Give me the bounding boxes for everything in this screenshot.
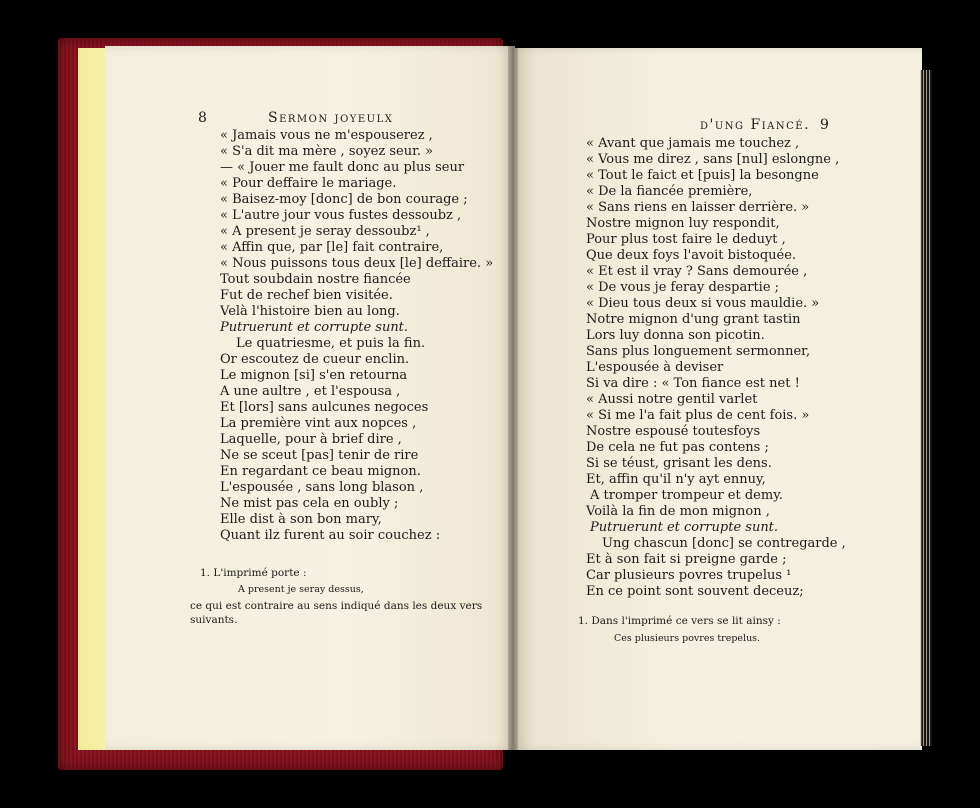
verse-line: Si se téust, grisant les dens. — [586, 456, 772, 471]
verse-line: Si va dire : « Ton fiance est net ! — [586, 376, 800, 391]
verse-line: Notre mignon d'ung grant tastin — [586, 312, 801, 327]
verse-line: Et [lors] sans aulcunes negoces — [220, 400, 429, 415]
verse-line: Car plusieurs povres trupelus ¹ — [586, 568, 792, 583]
right-footnote-quote: Ces plusieurs povres trepelus. — [614, 633, 761, 644]
verse-line-latin: Putruerunt et corrupte sunt. — [590, 520, 779, 535]
verse-line: « Et est il vray ? Sans demourée , — [586, 264, 808, 279]
right-footnote-marker: 1. Dans l'imprimé ce vers se lit ainsy : — [578, 615, 781, 627]
left-footnote-marker: 1. L'imprimé porte : — [200, 567, 307, 579]
verse-line: Quant ilz furent au soir couchez : — [220, 528, 441, 543]
verse-line: De cela ne fut pas contens ; — [586, 440, 769, 455]
verse-line: « Si me l'a fait plus de cent fois. » — [586, 408, 810, 423]
verse-line: Et à son fait si preigne garde ; — [586, 552, 787, 567]
verse-line: Tout soubdain nostre fiancée — [220, 272, 411, 287]
verse-line: Le mignon [si] s'en retourna — [220, 368, 408, 383]
book-gutter — [508, 46, 518, 752]
verse-line: « Jamais vous ne m'espouserez , — [220, 128, 433, 143]
verse-line: Laquelle, pour à brief dire , — [220, 432, 402, 447]
verse-line: L'espousée , sans long blason , — [220, 480, 424, 495]
verse-line: « Affin que, par [le] fait contraire, — [220, 240, 444, 255]
verse-line: « Pour deffaire le mariage. — [220, 176, 397, 191]
verse-line: A tromper trompeur et demy. — [590, 488, 783, 503]
verse-line: Que deux foys l'avoit bistoquée. — [586, 248, 797, 263]
verse-line: « Dieu tous deux si vous mauldie. » — [586, 296, 820, 311]
verse-line: « De la fiancée première, — [586, 184, 753, 199]
verse-line: En ce point sont souvent deceuz; — [586, 584, 804, 599]
page-edges — [920, 70, 932, 746]
left-footnote-line: ce qui est contraire au sens indiqué dans les deux vers — [190, 600, 483, 612]
verse-line: « Aussi notre gentil varlet — [586, 392, 758, 407]
left-page-number: 8 — [198, 110, 208, 126]
verse-line: Pour plus tost faire le deduyt , — [586, 232, 786, 247]
verse-line: La première vint aux nopces , — [220, 416, 417, 431]
verse-line: Ne se sceut [pas] tenir de rire — [220, 448, 419, 463]
verse-line: Velà l'histoire bien au long. — [220, 304, 400, 319]
verse-line: — « Jouer me fault donc au plus seur — [220, 160, 465, 175]
verse-line: Elle dist à son bon mary, — [220, 512, 382, 527]
verse-line: Le quatriesme, et puis la fin. — [236, 336, 426, 351]
verse-line: « Vous me direz , sans [nul] eslongne , — [586, 152, 840, 167]
verse-line: « Sans riens en laisser derrière. » — [586, 200, 810, 215]
right-page-number: 9 — [820, 117, 830, 133]
verse-line: « Tout le faict et [puis] la besongne — [586, 168, 819, 183]
verse-line: Lors luy donna son picotin. — [586, 328, 765, 343]
left-footnote-line: suivants. — [190, 614, 238, 626]
right-verses — [586, 136, 846, 600]
endpaper — [78, 48, 108, 750]
verse-line: « L'autre jour vous fustes dessoubz , — [220, 208, 462, 223]
verse-line: Ne mist pas cela en oubly ; — [220, 496, 399, 511]
left-verses — [220, 128, 493, 544]
verse-line: Nostre espousé toutesfoys — [586, 424, 761, 439]
verse-line: « De vous je feray despartie ; — [586, 280, 780, 295]
left-running-head: Sermon joyeulx — [268, 110, 394, 126]
verse-line: « A present je seray dessoubz¹ , — [220, 224, 430, 239]
verse-line: « S'a dit ma mère , soyez seur. » — [220, 144, 434, 159]
verse-line: Or escoutez de cueur enclin. — [220, 352, 410, 367]
verse-line: « Baisez-moy [donc] de bon courage ; — [220, 192, 468, 207]
right-running-head: d'ung Fiancé. — [700, 117, 811, 133]
left-footnote-quote: A present je seray dessus, — [238, 584, 364, 595]
verse-line: L'espousée à deviser — [586, 360, 724, 375]
verse-line: Nostre mignon luy respondit, — [586, 216, 780, 231]
verse-line: A une aultre , et l'espousa , — [220, 384, 401, 399]
verse-line: Et, affin qu'il n'y ayt ennuy, — [586, 472, 766, 487]
verse-line: En regardant ce beau mignon. — [220, 464, 421, 479]
verse-line: Fut de rechef bien visitée. — [220, 288, 393, 303]
verse-line: « Avant que jamais me touchez , — [586, 136, 800, 151]
verse-line-latin: Putruerunt et corrupte sunt. — [220, 320, 409, 335]
verse-line: Voilà la fin de mon mignon , — [586, 504, 770, 519]
verse-line: Sans plus longuement sermonner, — [586, 344, 811, 359]
verse-line: « Nous puissons tous deux [le] deffaire. » — [220, 256, 494, 271]
verse-line: Ung chascun [donc] se contregarde , — [602, 536, 846, 551]
